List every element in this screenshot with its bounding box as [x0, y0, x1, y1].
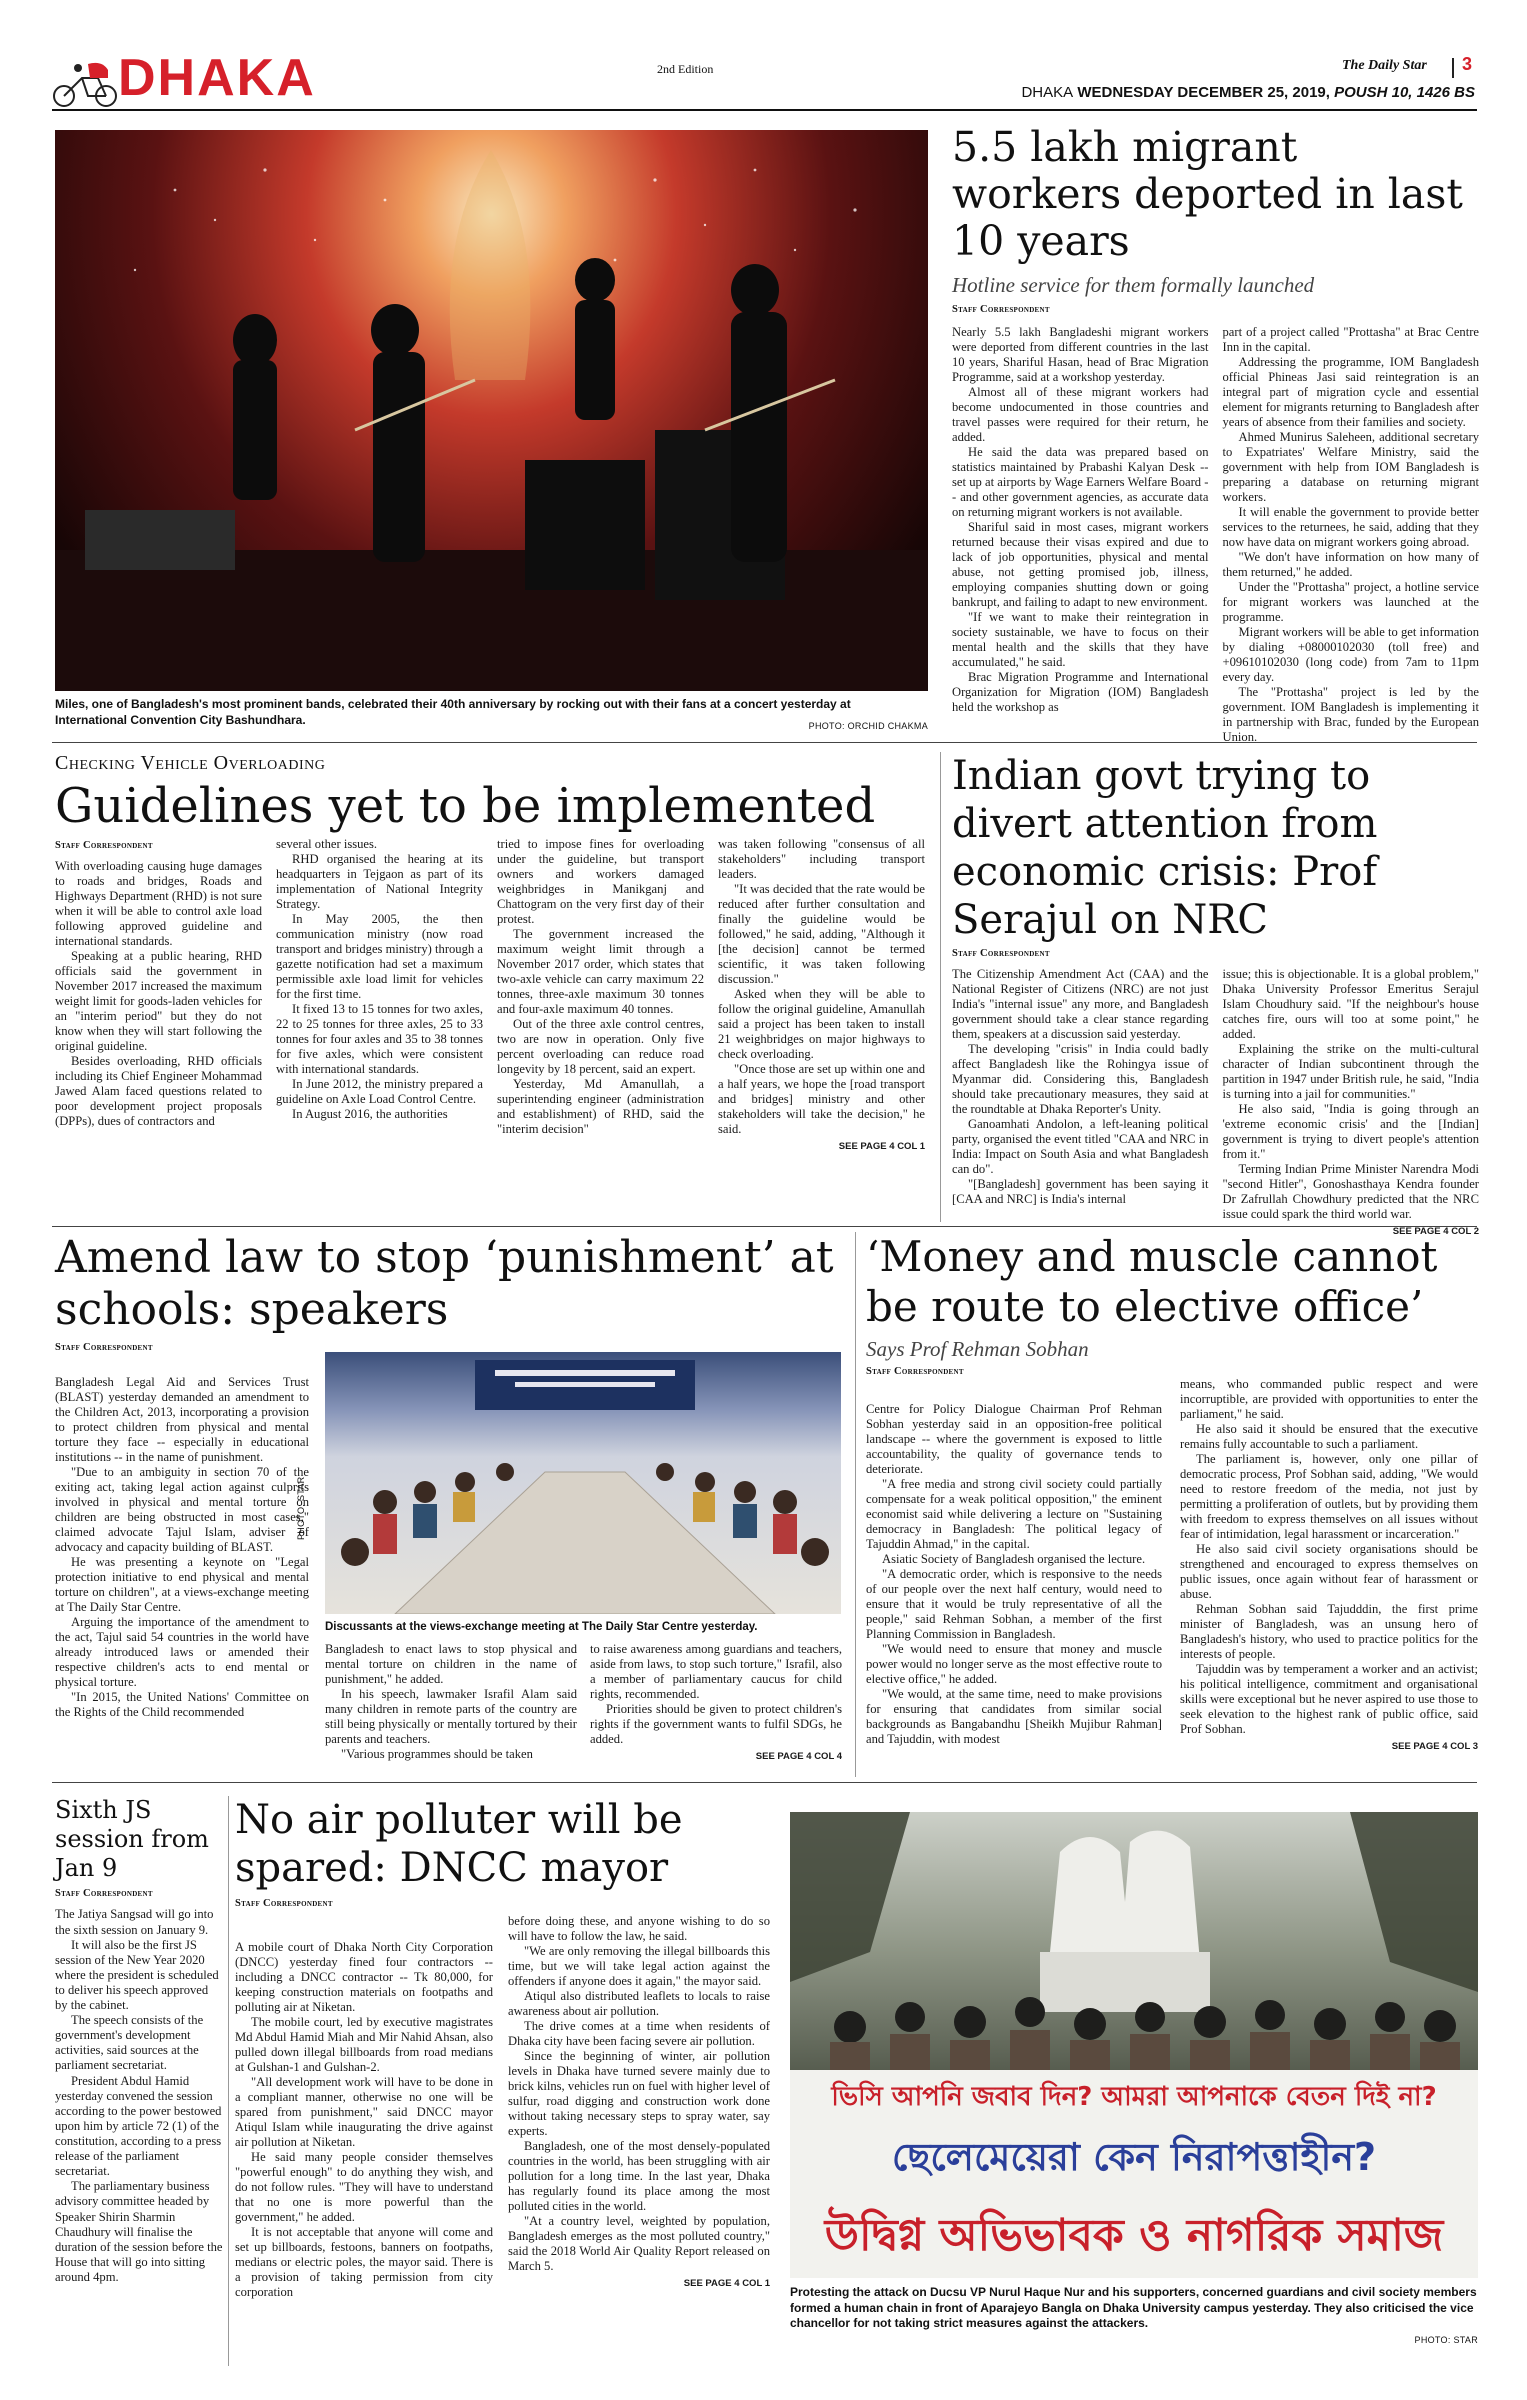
- para: He also said it should be ensured that the executive remains fully accountable to such a parliament.: [1180, 1421, 1478, 1451]
- protest-caption: Protesting the attack on Ducsu VP Nurul Haque Nur and his supporters, concerned guardians and civil society members formed a human chain in front of Aparajeyo Bangla on Dhaka University campus yesterday. They also criticised the vice chancellor for not taking strict measures against the attackers.: [790, 2285, 1477, 2331]
- para: "If we want to make their reintegration in society sustainable, we have to focus on their mental health and the skills that they have accumulated," he said.: [952, 610, 1209, 670]
- nrc-headline: Indian govt trying to divert attention from economic crisis: Prof Serajul on NRC: [952, 753, 1378, 943]
- section-logo: DHAKA: [118, 49, 316, 107]
- section-rule: [52, 1226, 1477, 1227]
- para: Brac Migration Programme and International Organization for Migration (IOM) Bangladesh held the workshop as: [952, 670, 1209, 715]
- para: Asiatic Society of Bangladesh organised the lecture.: [882, 1551, 1146, 1566]
- school-byline: Staff Correspondent: [55, 1341, 153, 1353]
- vehicle-kicker: Checking Vehicle Overloading: [55, 752, 326, 774]
- para: part of a project called "Prottasha" at Brac Centre Inn in the capital.: [1222, 325, 1479, 355]
- column-rule: [940, 752, 941, 1222]
- para: Tajuddin was by temperament a worker and an activist; his political intelligence, commitment and organisational skills were exceptional but he never aspired to use those to seek elevation to the highest rank of public office, said Prof Sobhan.: [1180, 1661, 1478, 1736]
- para: Asked when they will be able to follow the original guideline, Amanullah said a project has been taken to install 21 weighbridges on major highways to check overloading.: [718, 987, 925, 1061]
- para: Migrant workers will be able to get information by dialing +08000102030 (toll free) and +09610102030 (long code) from 7am to 11pm every day.: [1222, 625, 1479, 685]
- para: issue; this is objectionable. It is a global problem," Dhaka University Professor Emeritus Serajul Islam Choudhury said. "If the neighbour's house catches fire, ours will too at some point," he added.: [1222, 967, 1479, 1041]
- para: The "Prottasha" project is led by the government. IOM Bangladesh is implementing it in partnership with Brac, funded by the European Union.: [1222, 685, 1479, 744]
- para: "At a country level, weighted by population, Bangladesh emerges as the most polluted country," said the 2018 World Air Quality Report released on March 5.: [508, 2213, 770, 2273]
- para: Bangladesh Legal Aid and Services Trust (BLAST) yesterday demanded an amendment to the Children Act, 2013, incorporating a provision to protect children from physical and mental torture they face -- especially in educational institutions -- in the name of punishment.: [55, 1375, 309, 1464]
- migrant-story: [952, 124, 1479, 745]
- migrant-byline: Staff Correspondent: [952, 304, 1050, 316]
- js-body: [55, 1907, 223, 2285]
- paper-name: The Daily Star: [1342, 58, 1427, 73]
- dateline: [975, 84, 1475, 101]
- para: He said the data was prepared based on statistics maintained by Prabashi Kalyan Desk -- set up at airports by Wage Earners Welfare Board -- and other government agencies, as accurate data on returning migrant workers is not available.: [952, 445, 1209, 520]
- column-rule: [855, 1232, 856, 1777]
- school-headline: Amend law to stop ‘punishment’ at schools: speakers: [55, 1232, 834, 1335]
- para: The parliamentary business advisory committee headed by Speaker Shirin Sharmin Chaudhury will finalise the duration of the session before the House that will go into sitting around 4pm.: [55, 2179, 223, 2285]
- nrc-col-1: [952, 967, 1209, 1237]
- para: The speech consists of the government's development activities, said sources at the parliament secretariat.: [55, 2013, 204, 2073]
- banner-line-3: উদ্বিগ্ন অভিভাবক ও নাগরিক সমাজ: [824, 2210, 1444, 2261]
- dateline-date: WEDNESDAY DECEMBER 25, 2019,: [1077, 84, 1330, 101]
- school-col-2: [325, 1642, 577, 1762]
- para: He also said civil society organisations should be strengthened and encouraged to express themselves on public issues, once again without fear of harassment or abuse.: [1180, 1541, 1478, 1601]
- dncc-headline: No air polluter will be spared: DNCC mayor: [235, 1797, 683, 1891]
- sobhan-byline: Staff Correspondent: [866, 1366, 964, 1378]
- para: Out of the three axle control centres, two are now in operation. Only five percent overloading can reduce road longevity by 18 percent, said an expert.: [497, 1017, 704, 1076]
- para: The Citizenship Amendment Act (CAA) and the National Register of Citizens (NRC) are not just India's "internal issue" any more, and Bangladesh government should take a clear stance regarding them, speakers at a discussion said yesterday.: [952, 967, 1209, 1041]
- sobhan-story: [866, 1232, 1479, 1377]
- para: to raise awareness among guardians and teachers, aside from laws, to stop such torture," Israfil, also a member of parliamentary caucus for child rights, recommended.: [590, 1642, 842, 1701]
- para: President Abdul Hamid yesterday convened the session according to the power bestowed upon him by article 72 (1) of the constitution, according to a press release of the parliament secretariat.: [55, 2073, 222, 2179]
- dncc-story: [235, 1796, 770, 1909]
- school-jump[interactable]: SEE PAGE 4 COL 4: [755, 1750, 842, 1762]
- para: It fixed 13 to 15 tonnes for two axles, 22 to 25 tonnes for three axles, 25 to 33 tonnes for four axles and 35 to 38 tonnes for five axles, which were consistent with international standards.: [276, 1002, 483, 1076]
- sobhan-headline: ‘Money and muscle cannot be route to elective office’: [866, 1232, 1438, 1331]
- para: In June 2012, the ministry prepared a guideline on Axle Load Control Centre.: [276, 1076, 483, 1106]
- school-col-1: [55, 1375, 309, 1720]
- para: Almost all of these migrant workers had become undocumented in those countries and travel passes were required for their return, he added.: [952, 385, 1209, 445]
- vehicle-byline: Staff Correspondent: [55, 840, 153, 852]
- para: In his speech, lawmaker Israfil Alam said many children in remote parts of the country are still being physically or mentally tortured by their parents and teachers.: [325, 1686, 577, 1746]
- para: He said many people consider themselves "powerful enough" to do anything they wish, and do not follow rules. "They will have to understand that no one is more powerful than the government," he added.: [235, 2149, 493, 2224]
- para: He was presenting a keynote on "Legal protection initiative to end physical and mental torture on children", at a views-exchange meeting at The Daily Star Centre.: [55, 1554, 309, 1614]
- para: "We don't have information on how many of them returned," he added.: [1222, 550, 1479, 580]
- dncc-jump[interactable]: SEE PAGE 4 COL 1: [683, 2277, 770, 2289]
- para: The government increased the maximum weight limit through a November 2017 order, which states that two-axle vehicle can carry maximum 22 tonnes, three-axle maximum 30 tonnes and four-axle maximum 40 tonnes.: [497, 927, 704, 1017]
- banner-line-2: ছেলেমেয়েরা কেন নিরাপত্তাহীন?: [891, 2135, 1377, 2179]
- para: "Various programmes should be taken: [341, 1746, 533, 1761]
- concert-credit: PHOTO: ORCHID CHAKMA: [808, 721, 928, 731]
- meeting-caption: Discussants at the views-exchange meeting at The Daily Star Centre yesterday.: [325, 1621, 758, 1633]
- vehicle-col-2: [276, 837, 483, 1152]
- meeting-photo: [325, 1352, 841, 1614]
- para: Arguing the importance of the amendment to the act, Tajul said 54 countries in the world have already introduced laws or amended their respective children's acts to end mental or physical torture.: [55, 1614, 309, 1689]
- dncc-col-1: [235, 1940, 493, 2300]
- para: "We would need to ensure that money and muscle power would no longer serve as the most effective route to elective office," he added.: [866, 1641, 1162, 1686]
- dateline-bangla: POUSH 10, 1426 BS: [1334, 84, 1475, 101]
- page-number: 3: [1462, 54, 1473, 74]
- para: A mobile court of Dhaka North City Corporation (DNCC) yesterday fined four contractors -- including a DNCC contractor -- Tk 80,000, for keeping construction materials on footpaths and polluting air at Niketan.: [235, 1940, 493, 2014]
- banner-line-1: ভিসি আপনি জবাব দিন? আমরা আপনাকে বেতন দিই না?: [831, 2082, 1437, 2112]
- para: The mobile court, led by executive magistrates Md Abdul Hamid Miah and Mir Nahid Ahsan, also pulled down illegal billboards from road medians at Gulshan-1 and Gulshan-2.: [235, 2014, 493, 2074]
- para: Bangladesh to enact laws to stop physical and mental torture on children in the name of punishment," he added.: [325, 1642, 577, 1686]
- page-divider: [1452, 58, 1454, 78]
- para: "We are only removing the illegal billboards this time, but we will take legal action against the offenders if anyone does it again," the mayor said.: [508, 1943, 770, 1988]
- migrant-col-1: [952, 325, 1209, 745]
- para: Terming Indian Prime Minister Narendra Modi "second Hitler", Gonoshasthaya Kendra founder Dr Zafrullah Chowdhury predicted that the NRC issue could spark the third world war.: [1222, 1161, 1479, 1221]
- para: was taken following "consensus of all stakeholders" including transport leaders.: [718, 837, 925, 882]
- para: "It was decided that the rate would be reduced after further consultation and finally the guideline would be followed," he said, adding, "Although it [the decision] cannot be termed scientific, it was taken following discussion.": [718, 882, 925, 987]
- column-rule: [228, 1796, 229, 2366]
- para: "We would, at the same time, need to make provisions for ensuring that candidates from similar social backgrounds as Bangabandhu [Sheikh Mujibur Rahman] and Tajuddin, with modest: [866, 1686, 1162, 1746]
- para: Under the "Prottasha" project, a hotline service for migrant workers was launched at the programme.: [1222, 580, 1479, 625]
- para: "A free media and strong civil society could partially compensate for a weak political opposition," the eminent economist said while delivering a lecture on "Sustaining democracy in Bangladesh: The political legacy of Tajuddin Ahmad," in the capital.: [866, 1476, 1162, 1551]
- rickshaw-icon: [52, 58, 120, 108]
- school-story: [55, 1232, 855, 1353]
- protest-credit: PHOTO: STAR: [1414, 2335, 1478, 2345]
- concert-stage-art: [55, 130, 928, 691]
- para: Shariful said in most cases, migrant workers returned because their visas expired and due to lack of job opportunities, physical and mental abuse, not getting promised job, illness, employing companies shutting down or going bankrupt, and failing to adapt to new environment.: [952, 520, 1209, 610]
- nrc-columns: [952, 967, 1479, 1237]
- section-rule: [52, 1782, 1477, 1783]
- dateline-city: DHAKA: [1021, 84, 1074, 101]
- school-col-3: [590, 1642, 842, 1762]
- masthead: [52, 49, 1477, 114]
- vehicle-col-1: [55, 859, 262, 1152]
- para: It is not acceptable that anyone will come and set up billboards, festoons, banners on footpaths, medians or electric poles, the mayor said. There is a provision of taking permission from city corporation: [235, 2224, 493, 2299]
- para: "A democratic order, which is responsive to the needs of our people over the next half century, would need to ensure that it would be truly representative of all the people," said Rehman Sobhan, a member of the first Planning Commission in Bangladesh.: [866, 1566, 1162, 1641]
- dncc-byline: Staff Correspondent: [235, 1898, 333, 1909]
- para: tried to impose fines for overloading under the guideline, but transport owners and workers damaged weighbridges in Manikganj and Chattogram on the very first day of their protest.: [497, 837, 704, 927]
- edition-label: 2nd Edition: [657, 62, 714, 76]
- meeting-credit: PHOTO: STAR: [296, 1476, 306, 1540]
- para: In August 2016, the authorities: [292, 1106, 448, 1121]
- sobhan-jump[interactable]: SEE PAGE 4 COL 3: [1391, 1740, 1478, 1752]
- para: Ahmed Munirus Saleheen, additional secretary to Expatriates' Welfare Ministry, said the government with help from IOM Bangladesh is preparing a database on returning migrant workers.: [1222, 430, 1479, 505]
- migrant-columns: [952, 325, 1479, 745]
- para: In May 2005, the then communication ministry (now road transport and bridges ministry) through a gazette notification had set a maximum permissible axle load limit for vehicles for the first time.: [276, 912, 483, 1002]
- para: With overloading causing huge damages to roads and bridges, Roads and Highways Department (RHD) is not sure when it will be able to control axle load following approved guideline and international standards.: [55, 859, 262, 949]
- vehicle-jump[interactable]: SEE PAGE 4 COL 1: [838, 1140, 925, 1152]
- para: RHD organised the hearing at its headquarters in Tejgaon as part of its implementation of National Integrity Strategy.: [276, 852, 483, 912]
- para: "Due to an ambiguity in section 70 of the exiting act, taking legal action against culprits involved in physical and mental torture on children are being obstructed in most cases," claimed advocate Tajul Islam, adviser of advocacy and capacity building of BLAST.: [55, 1464, 309, 1554]
- concert-photo: [55, 130, 928, 691]
- para: "Once those are set up within one and a half years, we hope the [road transport and bridges] ministry and other stakeholders will take the decision," he said.: [718, 1061, 925, 1136]
- dncc-col-2: [508, 1914, 770, 2289]
- para: "[Bangladesh] government has been saying it [CAA and NRC] is India's internal: [952, 1176, 1209, 1206]
- para: Addressing the programme, IOM Bangladesh official Phineas Jasi said reintegration is an integral part of migration cycle and essential element for migrants returning to Bangladesh after years of absence from their families and society.: [1222, 355, 1479, 430]
- meeting-art: [325, 1352, 841, 1614]
- sobhan-subhead: Says Prof Rehman Sobhan: [866, 1337, 1089, 1362]
- para: means, who commanded public respect and were incorruptible, are provided with opportunities to enter the parliament," he said.: [1180, 1377, 1478, 1421]
- para: Priorities should be given to protect children's rights if the government wants to fulfil SDGs, he added.: [590, 1701, 842, 1746]
- para: He also said, "India is going through an 'extreme economic crisis' and the [Indian] government is trying to divert people's attention from it.": [1222, 1101, 1479, 1161]
- para: It will also be the first JS session of the New Year 2020 where the president is scheduled to deliver his speech approved by the cabinet.: [55, 1937, 219, 2013]
- js-byline: Staff Correspondent: [55, 1888, 153, 1900]
- para: It will enable the government to provide better services to the returnees, he said, adding that they now have data on migrant workers going abroad.: [1222, 505, 1479, 550]
- section-rule: [52, 742, 1477, 743]
- sobhan-col-1: [866, 1402, 1162, 1747]
- vehicle-col-3: [497, 837, 704, 1152]
- para: Nearly 5.5 lakh Bangladeshi migrant workers were deported from different countries in the last 10 years, Shariful Hasan, head of Brac Migration Programme, said at a workshop yesterday.: [952, 325, 1209, 385]
- para: before doing these, and anyone wishing to do so will have to follow the law, he said.: [508, 1914, 770, 1943]
- js-story: [55, 1796, 223, 2285]
- para: "In 2015, the United Nations' Committee on the Rights of the Child recommended: [55, 1689, 309, 1719]
- para: Ganoamhati Andolon, a left-leaning political party, organised the event titled "CAA and NRC in India: Impact on South Asia and what Bangladesh can do".: [952, 1116, 1209, 1176]
- para: The drive comes at a time when residents of Dhaka city have been facing severe air pollution.: [508, 2018, 770, 2048]
- migrant-headline: 5.5 lakh migrant workers deported in last 10 years: [952, 123, 1463, 266]
- vehicle-headline: Guidelines yet to be implemented: [55, 778, 876, 834]
- masthead-rule: [52, 109, 1477, 111]
- protest-banner: [790, 2070, 1478, 2278]
- vehicle-col-4: [718, 837, 925, 1152]
- para: Since the beginning of winter, air pollution levels in Dhaka have turned severe mainly due to brick kilns, vehicles run on fuel with higher level of sulfur, road digging and construction work done without taking necessary steps to spray water, say experts.: [508, 2048, 770, 2138]
- nrc-story: [952, 752, 1479, 1237]
- para: Atiqul also distributed leaflets to locals to raise awareness about air pollution.: [508, 1988, 770, 2018]
- para: Rehman Sobhan said Tajudddin, the first prime minister of Bangladesh, was an unsung hero of Bangladesh's history, who used to practice politics for the interests of people.: [1180, 1601, 1478, 1661]
- nrc-col-2: [1223, 967, 1480, 1237]
- para: Explaining the strike on the multi-cultural character of Indian subcontinent through the partition in 1947 under British rule, he said, "India is turning into a jail for communities.": [1222, 1041, 1479, 1101]
- para: "All development work will have to be done in a compliant manner, otherwise no one will be spared from punishment," said DNCC mayor Atiqul Islam while inaugurating the drive against air pollution at Niketan.: [235, 2074, 493, 2149]
- concert-caption: Miles, one of Bangladesh's most prominent bands, celebrated their 40th anniversary by rocking out with their fans at a concert yesterday at International Convention City Bashundhara.: [55, 697, 851, 727]
- migrant-col-2: [1223, 325, 1480, 745]
- js-headline: Sixth JS session from Jan 9: [55, 1796, 209, 1882]
- migrant-subhead: Hotline service for them formally launched: [952, 273, 1315, 298]
- para: The parliament is, however, only one pillar of democratic process, Prof Sobhan said, adding, "We would need to restore freedom of the media, not just by permitting a proliferation of outlets, but by providing them with freedom to express themselves on all issues without fear of intimidation, legal harassment or incarceration.": [1180, 1451, 1478, 1541]
- sobhan-col-2: [1180, 1377, 1478, 1752]
- para: The developing "crisis" in India could badly affect Bangladesh like the Rohingya issue of Myanmar did. Considering this, Bangladesh should take precautionary measures, they said at the roundtable at Dhaka Reporter's Unity.: [952, 1041, 1209, 1116]
- para: Speaking at a public hearing, RHD officials said the government in November 2017 increased the maximum weight limit for goods-laden vehicles for an "interim period" but they do not know when they will start following the original guideline.: [55, 949, 262, 1053]
- nrc-byline: Staff Correspondent: [952, 948, 1050, 959]
- nrc-jump[interactable]: SEE PAGE 4 COL 2: [1392, 1225, 1479, 1237]
- para: Yesterday, Md Amanullah, a superintending engineer (administration and establishment) of RHD, said the "interim decision": [497, 1076, 704, 1136]
- vehicle-story: [55, 752, 925, 1152]
- para: The Jatiya Sangsad will go into the sixth session on January 9.: [55, 1907, 214, 1937]
- para: Centre for Policy Dialogue Chairman Prof Rehman Sobhan yesterday said in an opposition-free political landscape -- where the government is exposed to little accountability, the quality of governance tends to deteriorate.: [866, 1402, 1162, 1476]
- protest-photo: [790, 1812, 1478, 2278]
- para: Besides overloading, RHD officials including its Chief Engineer Mohammad Jawed Alam faced questions related to poor development project proposals (DPPs), dues of contractors and: [55, 1053, 262, 1128]
- para: several other issues.: [276, 837, 378, 852]
- para: Bangladesh, one of the most densely-populated countries in the world, has been struggling with air pollution for a long time. In the last year, Dhaka has regularly found its place among the most polluted cities in the world.: [508, 2138, 770, 2213]
